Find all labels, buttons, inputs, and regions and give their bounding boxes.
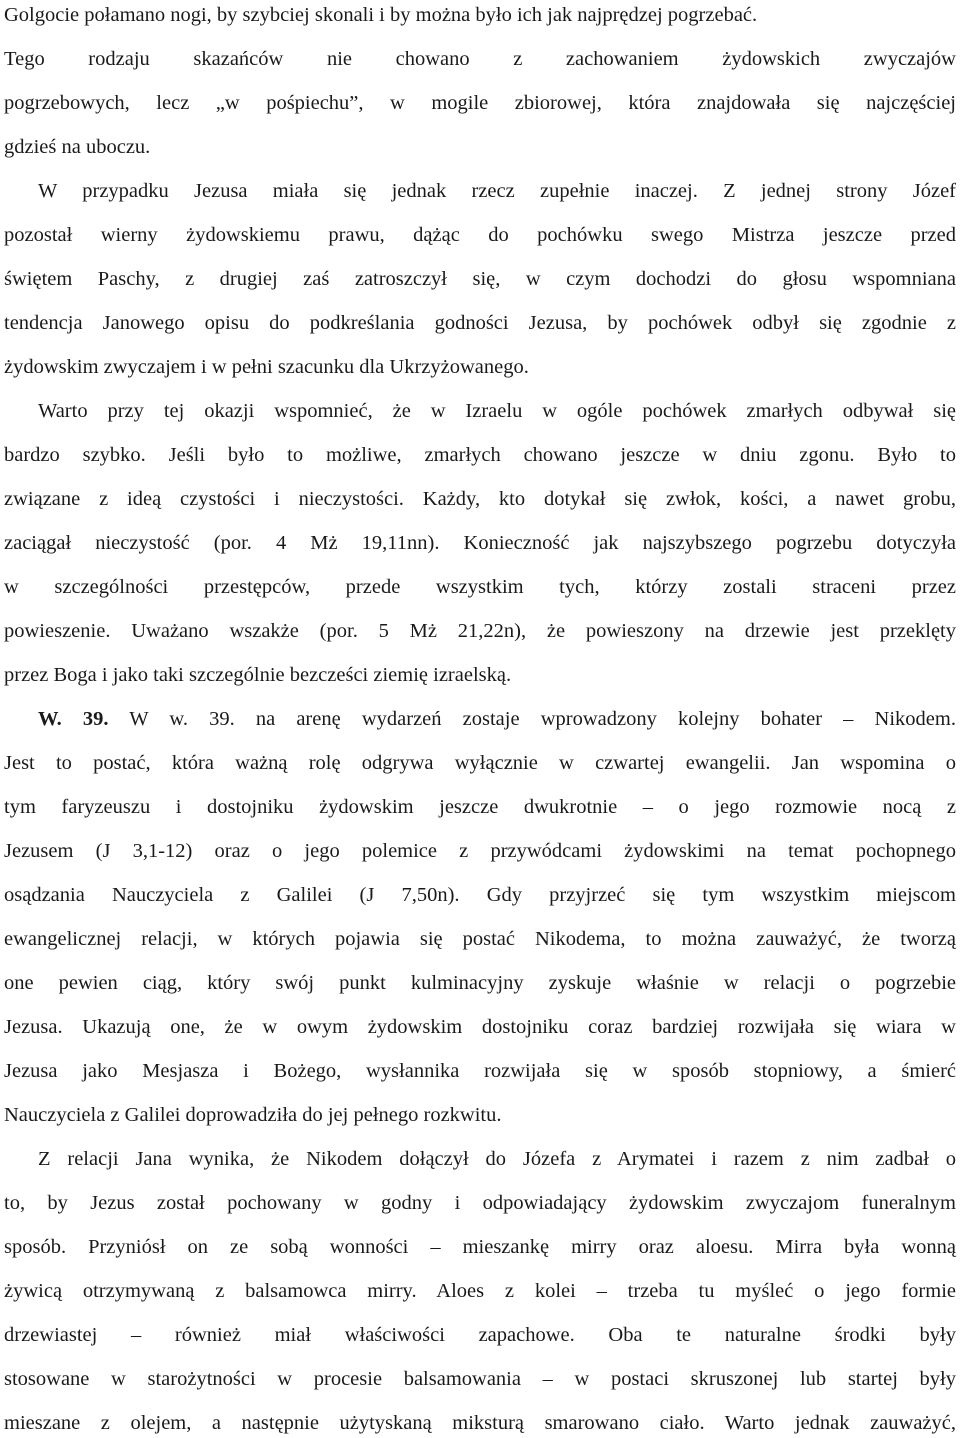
text-line <box>4 308 956 338</box>
line-text: pozostał wierny żydowskiemu prawu, dążąc do pochówku swego Mistrza jeszcze przed <box>4 224 956 246</box>
line-text: Golgocie połamano nogi, by szybciej skonali i by można było ich jak najprędzej pogrzebać. <box>4 4 758 26</box>
line-text: Jezusa. Ukazują one, że w owym żydowskim dostojniku coraz bardziej rozwijała się wiara w <box>4 1016 956 1038</box>
text-line <box>4 1232 956 1262</box>
text-line <box>4 1012 956 1042</box>
text-line <box>4 1364 956 1394</box>
line-text: żydowskim zwyczajem i w pełni szacunku dla Ukrzyżowanego. <box>4 356 529 378</box>
verse-marker: W. 39. <box>38 708 109 730</box>
line-text: W przypadku Jezusa miała się jednak rzecz zupełnie inaczej. Z jednej strony Józef <box>38 180 956 202</box>
line-text: Nauczyciela z Galilei doprowadziła do jej pełnego rozkwitu. <box>4 1104 502 1126</box>
line-text: Jezusa jako Mesjasza i Bożego, wysłannika rozwijała się w sposób stopniowy, a śmierć <box>4 1060 956 1082</box>
line-text: związane z ideą czystości i nieczystości. Każdy, kto dotykał się zwłok, kości, a nawet grobu, <box>4 488 956 510</box>
text-line <box>38 704 956 734</box>
line-text: tendencja Janowego opisu do podkreślania godności Jezusa, by pochówek odbył się zgodnie z <box>4 312 956 334</box>
text-line <box>4 924 956 954</box>
line-text: w szczególności przestępców, przede wszystkim tych, którzy zostali straceni przez <box>4 576 956 598</box>
line-text: bardzo szybko. Jeśli było to możliwe, zmarłych chowano jeszcze w dniu zgonu. Było to <box>4 444 956 466</box>
text-line <box>4 1320 956 1350</box>
line-text: sposób. Przyniósł on ze sobą wonności – mieszankę mirry oraz aloesu. Mirra była wonną <box>4 1236 956 1258</box>
line-text: ewangelicznej relacji, w których pojawia się postać Nikodema, to można zauważyć, że tworzą <box>4 928 956 950</box>
text-line <box>4 836 956 866</box>
line-text: Jest to postać, która ważną rolę odgrywa wyłącznie w czwartej ewangelii. Jan wspomina o <box>4 752 956 774</box>
line-text: świętem Paschy, z drugiej zaś zatroszczył się, w czym dochodzi do głosu wspomniana <box>4 268 956 290</box>
text-line <box>4 572 956 602</box>
text-line <box>38 396 956 426</box>
text-line <box>4 616 956 646</box>
text-line <box>38 176 956 206</box>
text-line <box>4 1276 956 1306</box>
text-line <box>4 88 956 118</box>
text-line <box>4 1188 956 1218</box>
text-line <box>4 660 956 690</box>
line-text: zaciągał nieczystość (por. 4 Mż 19,11nn). Konieczność jak najszybszego pogrzebu dotyczyła <box>4 532 956 554</box>
line-text: pogrzebowych, lecz „w pośpiechu”, w mogile zbiorowej, która znajdowała się najczęściej <box>4 92 956 114</box>
text-line <box>4 1100 956 1130</box>
text-line <box>4 484 956 514</box>
line-text: one pewien ciąg, który swój punkt kulminacyjny zyskuje właśnie w relacji o pogrzebie <box>4 972 956 994</box>
text-line <box>4 44 956 74</box>
line-text: mieszane z olejem, a następnie użytyskaną miksturą smarowano ciało. Warto jednak zauważyć, <box>4 1412 956 1434</box>
line-text: żywicą otrzymywaną z balsamowca mirry. Aloes z kolei – trzeba tu myśleć o jego formie <box>4 1280 956 1302</box>
text-line <box>4 440 956 470</box>
text-line <box>4 792 956 822</box>
text-line <box>4 528 956 558</box>
line-text: osądzania Nauczyciela z Galilei (J 7,50n). Gdy przyjrzeć się tym wszystkim miejscom <box>4 884 956 906</box>
text-line <box>38 1144 956 1174</box>
text-line <box>4 880 956 910</box>
text-line <box>4 264 956 294</box>
text-line <box>4 352 956 382</box>
line-text: stosowane w starożytności w procesie balsamowania – w postaci skruszonej lub startej były <box>4 1368 956 1390</box>
line-text: W w. 39. na arenę wydarzeń zostaje wprowadzony kolejny bohater – Nikodem. <box>108 708 956 730</box>
line-text: powieszenie. Uważano wszakże (por. 5 Mż 21,22n), że powieszony na drzewie jest przeklęty <box>4 620 956 642</box>
line-text: Warto przy tej okazji wspomnieć, że w Izraelu w ogóle pochówek zmarłych odbywał się <box>38 400 956 422</box>
line-text: to, by Jezus został pochowany w godny i odpowiadający żydowskim zwyczajom funeralnym <box>4 1192 956 1214</box>
document-page <box>4 0 956 1434</box>
text-line <box>4 1408 956 1438</box>
line-text: Tego rodzaju skazańców nie chowano z zachowaniem żydowskich zwyczajów <box>4 48 956 70</box>
line-text: Jezusem (J 3,1-12) oraz o jego polemice z przywódcami żydowskimi na temat pochopnego <box>4 840 956 862</box>
line-text: Z relacji Jana wynika, że Nikodem dołączył do Józefa z Arymatei i razem z nim zadbał o <box>38 1148 956 1170</box>
text-line <box>4 220 956 250</box>
line-text: drzewiastej – również miał właściwości zapachowe. Oba te naturalne środki były <box>4 1324 956 1346</box>
line-text: tym faryzeuszu i dostojniku żydowskim jeszcze dwukrotnie – o jego rozmowie nocą z <box>4 796 956 818</box>
line-text: gdzieś na uboczu. <box>4 136 151 158</box>
text-line <box>4 748 956 778</box>
text-line <box>4 1056 956 1086</box>
line-text: przez Boga i jako taki szczególnie bezcześci ziemię izraelską. <box>4 664 512 686</box>
text-line <box>4 0 956 30</box>
text-line <box>4 132 956 162</box>
text-line <box>4 968 956 998</box>
